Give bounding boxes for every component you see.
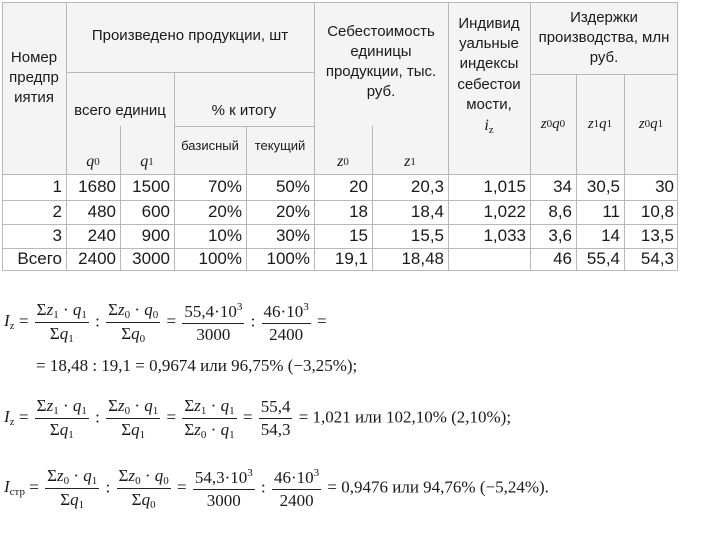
frac-46-2400: $\frac{46\cdot 10^3}{2400}$ (263, 300, 309, 344)
header-z0: z 0 (337, 153, 349, 171)
header-q0: q 0 (86, 153, 100, 171)
row-3-q0: 240 (87, 225, 116, 245)
formula-iz-2-result: = 1,021 или 102,10% (2,10%); (298, 407, 512, 427)
total-z1: 18,48 (401, 248, 444, 268)
header-q1: q 1 (140, 153, 154, 171)
row-2-q1: 600 (141, 201, 170, 221)
row-2-z0: 18 (349, 201, 368, 221)
row-3-iz: 1,033 (483, 225, 526, 245)
row-3-z1: 15,5 (410, 225, 444, 245)
header-vsego-edinic: всего единиц (74, 101, 166, 119)
frac-543-3000: $\frac{54,3\cdot 10^3}{3000}$ (194, 466, 253, 510)
header-bazisny: базисный (181, 138, 239, 154)
formula-istr: $I_{стр}$ = $\frac{\Sigma z_0 \cdot q_1}{\Sigma q_1}$ : $\frac{\Sigma z_0 \cdot q_0}{\Sigma q_0}$ = $\frac{54,3\cdot 10^3}{3000}$ : $\frac{46\cdot 10^3}{2400}$ = 0,9476 или 94,76% (−5,24%). (4, 466, 549, 511)
frac-z0q0-q0-c: $\frac{\Sigma z_0 \cdot q_0}{\Sigma q_0}$ (118, 466, 169, 511)
formula-iz-symbol: $I_z$ (4, 311, 15, 333)
row-1-n: 1 (52, 176, 62, 196)
header-z0q0: z 0 q 0 (540, 115, 566, 132)
row-3-n: 3 (52, 225, 62, 245)
total-p1: 100% (266, 248, 310, 268)
row-2-p1: 20% (275, 201, 310, 221)
total-n: Всего (17, 248, 62, 268)
total-z0: 19,1 (334, 248, 368, 268)
row-2-iz: 1,022 (483, 201, 526, 221)
cost-table (2, 2, 678, 270)
row-2-z1: 18,4 (410, 201, 444, 221)
header-tekushchy: текущий (254, 138, 306, 154)
row-3-z0q0: 3,6 (548, 225, 572, 245)
frac-z0q1-q1: $\frac{\Sigma z_0 \cdot q_1}{\Sigma q_1}$ (108, 396, 159, 441)
total-q1: 3000 (132, 248, 170, 268)
row-2-z0q0: 8,6 (548, 201, 572, 221)
formula-iz-2: $I_z$ = $\frac{\Sigma z_1 \cdot q_1}{\Sigma q_1}$ : $\frac{\Sigma z_0 \cdot q_1}{\Sigma q_1}$ = $\frac{\Sigma z_1 \cdot q_1}{\Sigma z_0 \cdot q_1}$ = $\frac{55,4}{54,3}$ = 1,021 или 102,10% (2,10%); (4, 396, 512, 441)
header-sebestoimost: Себестоимость единицы продукции, тыс. руб. (325, 22, 437, 101)
frac-554-543: $\frac{55,4}{54,3}$ (260, 397, 291, 439)
row-1-p0: 70% (207, 176, 242, 196)
frac-554-3000: $\frac{55,4\cdot 10^3}{3000}$ (184, 300, 243, 344)
total-z0q0: 46 (553, 248, 572, 268)
row-2-p0: 20% (207, 201, 242, 221)
frac-z0q0-q0: $\frac{\Sigma z_0 \cdot q_0}{\Sigma q_0}$ (108, 300, 159, 345)
row-1-z1: 20,3 (410, 176, 444, 196)
row-3-z0: 15 (349, 225, 368, 245)
header-index-label: Индивид уальные индексы себестои мости, (457, 14, 521, 113)
total-p0: 100% (198, 248, 242, 268)
row-2-q0: 480 (87, 201, 116, 221)
formula-iz-symbol-2: $I_z$ (4, 407, 15, 429)
frac-z1q1-q1: $\frac{\Sigma z_1 \cdot q_1}{\Sigma q_1}$ (36, 300, 87, 345)
row-3-p0: 10% (207, 225, 242, 245)
row-1-z1q1: 30,5 (586, 176, 620, 196)
row-3-p1: 30% (275, 225, 310, 245)
formula-istr-symbol: $I_{стр}$ (4, 477, 25, 499)
total-q0: 2400 (78, 248, 116, 268)
row-1-p1: 50% (275, 176, 310, 196)
total-z0q1: 54,3 (640, 248, 674, 268)
row-1-z0q1: 30 (655, 176, 674, 196)
row-3-z1q1: 14 (601, 225, 620, 245)
header-index (448, 14, 530, 138)
total-iz (448, 248, 530, 270)
row-1-z0q0: 34 (553, 176, 572, 196)
row-3-q1: 900 (141, 225, 170, 245)
frac-z1q1-q1-b: $\frac{\Sigma z_1 \cdot q_1}{\Sigma q_1}$ (36, 396, 87, 441)
header-izderzhki: Издержки производства, млн руб. (538, 8, 670, 67)
frac-46-2400-c: $\frac{46\cdot 10^3}{2400}$ (273, 466, 320, 510)
header-z1q1: z 1 q 1 (587, 115, 613, 132)
row-1-z0: 20 (349, 176, 368, 196)
row-1-iz: 1,015 (483, 176, 526, 196)
header-pct-itog: % к итогу (211, 101, 277, 119)
header-z1: z 1 (404, 153, 416, 171)
header-z0q1: z 0 q 1 (638, 115, 664, 132)
row-1-q0: 1680 (78, 176, 116, 196)
total-z1q1: 55,4 (586, 248, 620, 268)
frac-z0q1-q1-c: $\frac{\Sigma z_0 \cdot q_1}{\Sigma q_1}$ (47, 466, 98, 511)
header-index-symbol: $i_z$ (484, 117, 494, 137)
row-2-n: 2 (52, 201, 62, 221)
row-2-z1q1: 11 (602, 201, 620, 221)
header-nomer: Номер предпр иятия (9, 48, 59, 107)
row-1-q1: 1500 (132, 176, 170, 196)
row-3-z0q1: 13,5 (640, 225, 674, 245)
formula-iz-1-result: = 18,48 : 19,1 = 0,9674 или 96,75% (−3,25%); (36, 356, 358, 375)
formula-iz-1: $I_z$ = $\frac{\Sigma z_1 \cdot q_1}{\Sigma q_1}$ : $\frac{\Sigma z_0 \cdot q_0}{\Sigma q_0}$ = $\frac{55,4\cdot 10^3}{3000}$ : $\frac{46\cdot 10^3}{2400}$ = (4, 300, 327, 345)
row-2-z0q1: 10,8 (640, 201, 674, 221)
formula-istr-result: = 0,9476 или 94,76% (−5,24%). (327, 477, 549, 497)
frac-z1q1-z0q1: $\frac{\Sigma z_1 \cdot q_1}{\Sigma z_0 \cdot q_1}$ (184, 396, 235, 441)
header-produced: Произведено продукции, шт (91, 26, 289, 44)
